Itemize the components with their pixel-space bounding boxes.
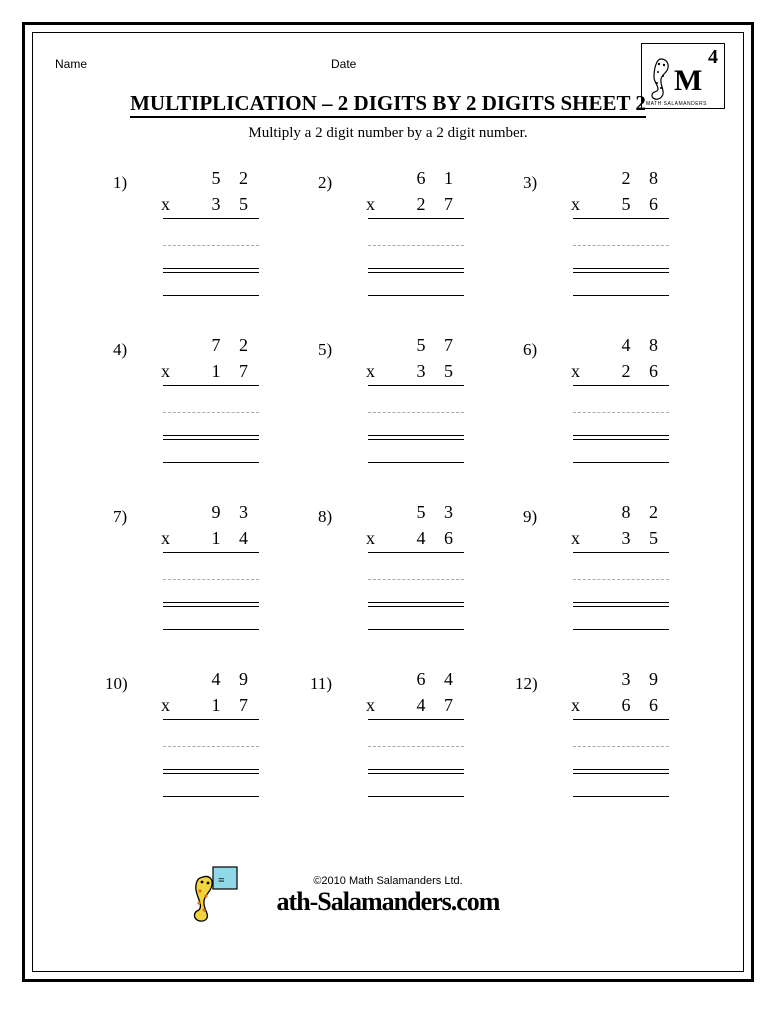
- multiplier: 4 7: [416, 695, 460, 715]
- answer-rule-2: [368, 773, 464, 774]
- problem-sum: [163, 332, 259, 463]
- page-subtitle: Multiply a 2 digit number by a 2 digit number.: [248, 125, 528, 141]
- operator-symbol: x: [571, 528, 580, 548]
- problem-6: [495, 332, 700, 499]
- answer-rule-top: [368, 385, 464, 386]
- operator-symbol: x: [366, 194, 375, 214]
- multiplier-line: [368, 191, 464, 217]
- operator-symbol: x: [161, 528, 170, 548]
- problem-row: [85, 165, 701, 332]
- partial-product-guide: [368, 579, 464, 580]
- multiplicand: 8 2: [621, 502, 665, 522]
- problem-sum: [163, 165, 259, 296]
- multiplicand: 4 9: [211, 669, 255, 689]
- problem-number: 12): [515, 674, 538, 693]
- partial-product-guide: [163, 412, 259, 413]
- worksheet-inner-border: [32, 32, 744, 972]
- multiplier: 3 5: [416, 361, 460, 381]
- answer-rule-1: [163, 268, 259, 269]
- operator-symbol: x: [571, 194, 580, 214]
- multiplier-line: [573, 525, 669, 551]
- answer-rule-3: [573, 629, 669, 630]
- operator-symbol: x: [366, 361, 375, 381]
- multiplicand: 5 3: [416, 502, 460, 522]
- multiplicand: 3 9: [621, 669, 665, 689]
- problem-row: [85, 666, 701, 833]
- operator-symbol: x: [161, 361, 170, 381]
- problem-sum: [573, 332, 669, 463]
- partial-product-guide: [573, 746, 669, 747]
- multiplicand: 5 7: [416, 335, 460, 355]
- multiplicand: 6 1: [416, 168, 460, 188]
- problem-number: 11): [310, 674, 333, 693]
- answer-rule-1: [368, 268, 464, 269]
- problem-row: [85, 332, 701, 499]
- answer-rule-1: [573, 268, 669, 269]
- grade-number: 4: [708, 46, 718, 68]
- svg-text:≡: ≡: [218, 873, 225, 887]
- name-field-label: Name: [55, 57, 88, 71]
- operator-symbol: x: [366, 695, 375, 715]
- problem-sum: [573, 165, 669, 296]
- answer-rule-1: [573, 602, 669, 603]
- answer-rule-top: [573, 719, 669, 720]
- multiplicand: 7 2: [211, 335, 255, 355]
- logo-monogram: M: [674, 64, 700, 97]
- answer-rule-2: [573, 439, 669, 440]
- answer-rule-3: [368, 295, 464, 296]
- problem-number: 8): [318, 507, 333, 526]
- multiplicand: 9 3: [211, 502, 255, 522]
- multiplier: 3 5: [211, 194, 255, 214]
- problem-row: [85, 499, 701, 666]
- answer-rule-1: [368, 435, 464, 436]
- problem-grid: [85, 165, 701, 833]
- answer-rule-1: [368, 769, 464, 770]
- multiplier: 1 7: [211, 695, 255, 715]
- answer-rule-2: [163, 773, 259, 774]
- multiplier: 6 6: [621, 695, 665, 715]
- problem-10: [85, 666, 290, 833]
- answer-rule-top: [368, 552, 464, 553]
- copyright-text: ©2010 Math Salamanders Ltd.: [313, 875, 463, 887]
- answer-rule-2: [368, 606, 464, 607]
- answer-rule-2: [163, 606, 259, 607]
- problem-sum: [163, 499, 259, 630]
- partial-product-guide: [163, 579, 259, 580]
- answer-rule-top: [163, 719, 259, 720]
- partial-product-guide: [573, 412, 669, 413]
- multiplier-line: [368, 525, 464, 551]
- problem-12: [495, 666, 700, 833]
- answer-rule-1: [163, 769, 259, 770]
- operator-symbol: x: [571, 695, 580, 715]
- multiplier: 5 6: [621, 194, 665, 214]
- problem-9: [495, 499, 700, 666]
- multiplicand: 6 4: [416, 669, 460, 689]
- multiplier-line: [368, 692, 464, 718]
- answer-rule-top: [573, 218, 669, 219]
- multiplier-line: [163, 191, 259, 217]
- partial-product-guide: [368, 412, 464, 413]
- problem-number: 7): [113, 507, 128, 526]
- answer-rule-top: [573, 552, 669, 553]
- answer-rule-3: [368, 462, 464, 463]
- brand-url: ath-Salamanders.com: [276, 887, 500, 916]
- footer: [33, 855, 743, 935]
- multiplier-line: [163, 525, 259, 551]
- answer-rule-1: [573, 435, 669, 436]
- problem-sum: [368, 666, 464, 797]
- multiplier-line: [573, 692, 669, 718]
- problem-sum: [368, 165, 464, 296]
- answer-rule-3: [573, 796, 669, 797]
- partial-product-guide: [163, 746, 259, 747]
- problem-1: [85, 165, 290, 332]
- partial-product-guide: [163, 245, 259, 246]
- multiplier: 1 4: [211, 528, 255, 548]
- answer-rule-1: [573, 769, 669, 770]
- answer-rule-top: [163, 218, 259, 219]
- problem-5: [290, 332, 495, 499]
- answer-rule-3: [368, 629, 464, 630]
- answer-rule-3: [163, 796, 259, 797]
- problem-3: [495, 165, 700, 332]
- multiplier-line: [573, 358, 669, 384]
- answer-rule-2: [163, 272, 259, 273]
- answer-rule-top: [573, 385, 669, 386]
- answer-rule-2: [573, 606, 669, 607]
- answer-rule-1: [163, 602, 259, 603]
- problem-number: 2): [318, 173, 333, 192]
- multiplier-line: [368, 358, 464, 384]
- partial-product-guide: [573, 579, 669, 580]
- multiplier: 4 6: [416, 528, 460, 548]
- operator-symbol: x: [571, 361, 580, 381]
- problem-number: 4): [113, 340, 128, 359]
- answer-rule-2: [573, 773, 669, 774]
- problem-number: 5): [318, 340, 333, 359]
- answer-rule-top: [163, 552, 259, 553]
- answer-rule-1: [163, 435, 259, 436]
- problem-number: 3): [523, 173, 538, 192]
- problem-number: 1): [113, 173, 128, 192]
- logo-caption: MATH SALAMANDERS: [646, 101, 707, 107]
- multiplicand: 2 8: [621, 168, 665, 188]
- multiplier: 2 7: [416, 194, 460, 214]
- answer-rule-3: [573, 462, 669, 463]
- multiplier: 2 6: [621, 361, 665, 381]
- problem-7: [85, 499, 290, 666]
- answer-rule-3: [573, 295, 669, 296]
- answer-rule-2: [163, 439, 259, 440]
- date-field-label: Date: [331, 57, 357, 71]
- answer-rule-top: [163, 385, 259, 386]
- multiplier: 3 5: [621, 528, 665, 548]
- multiplier-line: [163, 692, 259, 718]
- answer-rule-top: [368, 719, 464, 720]
- problem-number: 6): [523, 340, 538, 359]
- problem-2: [290, 165, 495, 332]
- partial-product-guide: [368, 746, 464, 747]
- multiplicand: 4 8: [621, 335, 665, 355]
- multiplicand: 5 2: [211, 168, 255, 188]
- problem-sum: [573, 499, 669, 630]
- problem-sum: [368, 499, 464, 630]
- problem-number: 10): [105, 674, 128, 693]
- answer-rule-3: [163, 295, 259, 296]
- operator-symbol: x: [161, 695, 170, 715]
- problem-11: [290, 666, 495, 833]
- partial-product-guide: [573, 245, 669, 246]
- answer-rule-2: [573, 272, 669, 273]
- problem-number: 9): [523, 507, 538, 526]
- multiplier-line: [573, 191, 669, 217]
- problem-sum: [368, 332, 464, 463]
- answer-rule-1: [368, 602, 464, 603]
- page-title: MULTIPLICATION – 2 DIGITS BY 2 DIGITS SHEET 2: [33, 91, 743, 116]
- answer-rule-2: [368, 439, 464, 440]
- answer-rule-2: [368, 272, 464, 273]
- multiplier-line: [163, 358, 259, 384]
- problem-sum: [573, 666, 669, 797]
- operator-symbol: x: [161, 194, 170, 214]
- partial-product-guide: [368, 245, 464, 246]
- worksheet-page: [22, 22, 754, 982]
- answer-rule-top: [368, 218, 464, 219]
- answer-rule-3: [163, 629, 259, 630]
- problem-sum: [163, 666, 259, 797]
- answer-rule-3: [163, 462, 259, 463]
- problem-8: [290, 499, 495, 666]
- answer-rule-3: [368, 796, 464, 797]
- multiplier: 1 7: [211, 361, 255, 381]
- problem-4: [85, 332, 290, 499]
- operator-symbol: x: [366, 528, 375, 548]
